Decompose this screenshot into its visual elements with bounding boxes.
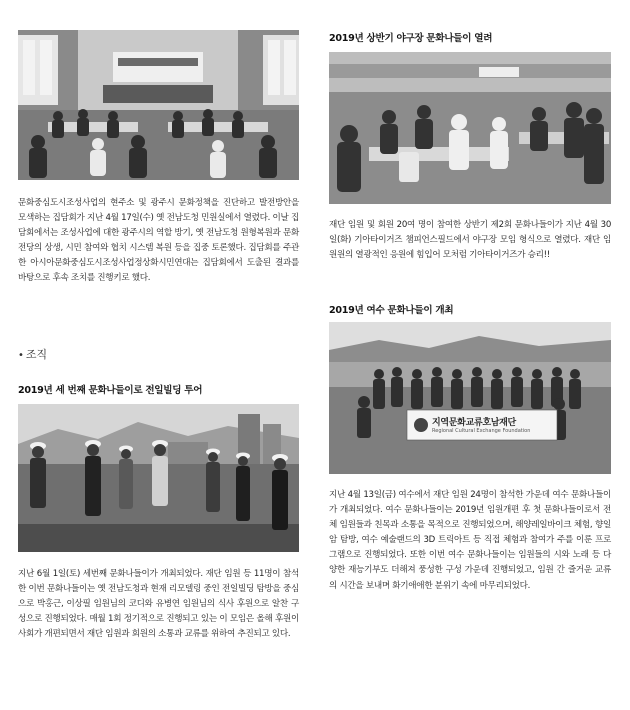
building-tour-photo [18,404,299,552]
yeosu-banner-subtext: Regional Cultural Exchange Foundation [432,428,531,434]
yeosu-text: 지난 4월 13일(금) 여수에서 재단 임원 24명이 참석한 가운데 여수 문화나들이가 개최되었다. 여수 문화나들이는 2019년 임원개편 후 첫 문화나들이로서 전체 임원들과 친목과 소통을 목적으로 진행되었으며, 해양레일바이크 체험, 향일암 탐방, 여수 예술랜드의 3D 트릭아트 등 직접 체험과 참여가 주를 이룬 프로그램으로 진행되었다. 또한 이번 여수 문화나들이는 임원들의 시와 노래 등 다양한 재능기부도 더해져 풍성한 구성 가운데 진행되었고, 임원 간 즐거운 교류의 시간을 보내며 화기애애한 분위기 속에 마무리되었다. [329,490,611,591]
building-tour-heading: 2019년 세 번째 문화나들이로 전일빌딩 투어 [18,385,203,396]
baseball-heading: 2019년 상반기 야구장 문화나들이 열려 [329,33,493,44]
meeting-article-text: 문화중심도시조성사업의 현주소 및 광주시 문화정책을 진단하고 발전방안을 모색하는 집담회가 지난 4월 17일(수) 옛 전남도청 민원실에서 열렸다. 이날 집담회에서는 조성사업에 대한 광주시의 역할 방기, 옛 전남도청 원형복원과 문화전당의 상생, 시민 참여와 협치 시스템 복원 등을 집중 토론했다. 집담회를 주관한 아시아문화중심도시조성사업정상화시민연대는 집담회에서 도출된 결과를 바탕으로 후속 조치를 진행키로 했다. [18,198,299,284]
yeosu-group-photo [329,322,611,474]
section-label [18,346,47,362]
section-label-text: 조직 [25,348,48,361]
yeosu-heading: 2019년 여수 문화나들이 개최 [329,305,454,316]
baseball-text: 재단 임원 및 회원 20여 명이 참여한 상반기 제2회 문화나들이가 지난 4월 30일(화) 기아타이거즈 챔피언스필드에서 야구장 모임 형식으로 열렸다. 재단 임원원의 열광적인 응원에 힘입어 모처럼 기아타이거즈가 승리!! [329,220,611,261]
yeosu-banner-text: 지역문화교류호남재단 [432,418,516,428]
baseball-photo [329,52,611,204]
building-tour-text: 지난 6월 1일(토) 세번째 문화나들이가 개최되었다. 재단 임원 등 11명이 참석한 이번 문화나들이는 옛 전남도청과 현재 리모델링 중인 전일빌딩 탐방을 중심으로 박홍근, 이상필 임원님의 코디와 유병연 임원님의 식사 후원으로 알찬 구성으로 진행되었다. 매월 1회 정기적으로 진행되고 있는 이 모임은 올해 후원이사회가 개편되면서 재단 임원과 회원의 소통과 교류를 위하여 추진되고 있다. [18,569,299,640]
meeting-hall-photo [18,30,299,180]
section-bullet: • [18,350,24,361]
